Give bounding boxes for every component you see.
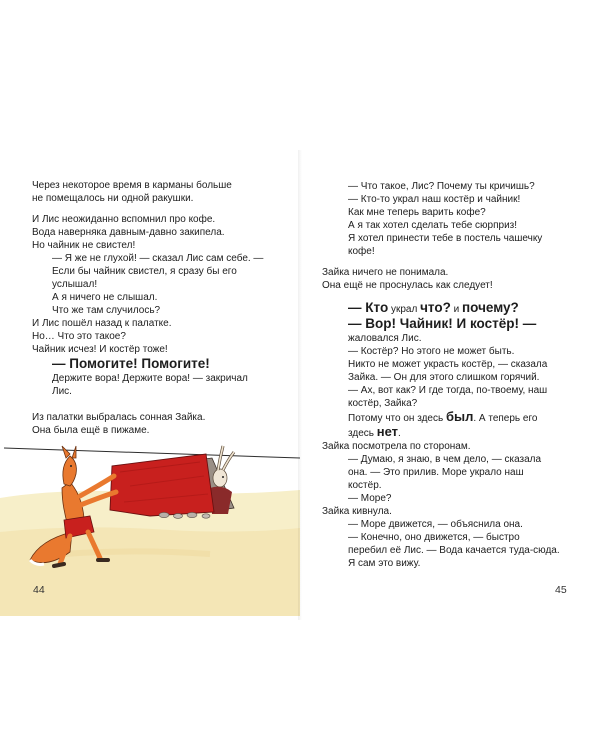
now-line: здесь нет.: [348, 424, 401, 439]
right-page: [300, 0, 600, 750]
text-line: И Лис неожиданно вспомнил про кофе.: [32, 214, 216, 225]
shout-line: — Помогите! Помогите!: [52, 356, 210, 371]
question-line: — Кто украл что? и почему?: [348, 300, 519, 315]
text-line: костёр.: [348, 480, 382, 491]
text-line: Вода наверняка давным-давно закипела.: [32, 227, 225, 238]
page-number-left: 44: [33, 584, 45, 596]
text-line: Как мне теперь варить кофе?: [348, 207, 486, 218]
text-line: кофе!: [348, 246, 375, 257]
text-line: не помещалось ни одной ракушки.: [32, 193, 194, 204]
text-line: Зайка посмотрела по сторонам.: [322, 441, 471, 452]
text-line: Что же там случилось?: [52, 305, 161, 316]
text-line: Я сам это вижу.: [348, 558, 421, 569]
text-line: — Я же не глухой! — сказал Лис сам себе. —: [52, 253, 264, 264]
shout-line: — Вор! Чайник! И костёр! —: [348, 316, 537, 331]
because-line: Потому что он здесь был. А теперь его: [348, 409, 538, 424]
text-line: — Конечно, оно движется, — быстро: [348, 532, 520, 543]
text-line: — Море движется, — объяснила она.: [348, 519, 523, 530]
text-line: И Лис пошёл назад к палатке.: [32, 318, 172, 329]
page-number-right: 45: [555, 584, 567, 596]
text-line: — Кто-то украл наш костёр и чайник!: [348, 194, 521, 205]
text-line: Если бы чайник свистел, я сразу бы его: [52, 266, 237, 277]
text-line: услышал!: [52, 279, 98, 290]
text-line: Она была ещё в пижаме.: [32, 425, 150, 436]
text-line: Держите вора! Держите вора! — закричал: [52, 373, 248, 384]
left-text-top: [32, 179, 263, 437]
text-line: Зайка. — Он для этого слишком горячий.: [348, 372, 540, 383]
text-line: А я так хотел сделать тебе сюрприз!: [348, 220, 518, 231]
text-line: Чайник исчез! И костёр тоже!: [32, 344, 168, 355]
text-line: перебил её Лис. — Вода качается туда-сюда.: [348, 545, 560, 556]
text-line: она. — Это прилив. Море украло наш: [348, 467, 524, 478]
text-line: Но… Что это такое?: [32, 331, 126, 342]
text-line: — Что такое, Лис? Почему ты кричишь?: [348, 181, 535, 192]
text-line: Зайка ничего не понимала.: [322, 267, 449, 278]
text-line: Лис.: [52, 386, 72, 397]
text-line: — Думаю, я знаю, в чем дело, — сказала: [348, 454, 542, 465]
text-line: Из палатки выбралась сонная Зайка.: [32, 412, 206, 423]
right-text: [322, 180, 560, 570]
text-line: Через некоторое время в карманы больше: [32, 180, 232, 191]
text-line: Я хотел принести тебе в постель чашечку: [348, 233, 543, 244]
text-line: — Море?: [348, 493, 392, 504]
text-line: Она ещё не проснулась как следует!: [322, 280, 493, 291]
text-line: — Костёр? Но этого не может быть.: [348, 346, 515, 357]
fox-tent-illustration: [0, 436, 300, 616]
text-line: — Ах, вот как? И где тогда, по-твоему, наш: [348, 385, 548, 396]
text-line: костёр, Зайка?: [348, 398, 418, 409]
text-line: Зайка кивнула.: [322, 506, 392, 517]
text-line: Никто не может украсть костёр, — сказала: [348, 359, 548, 370]
text-line: Но чайник не свистел!: [32, 240, 136, 251]
text-line: жаловался Лис.: [348, 333, 422, 344]
text-line: А я ничего не слышал.: [52, 292, 158, 303]
